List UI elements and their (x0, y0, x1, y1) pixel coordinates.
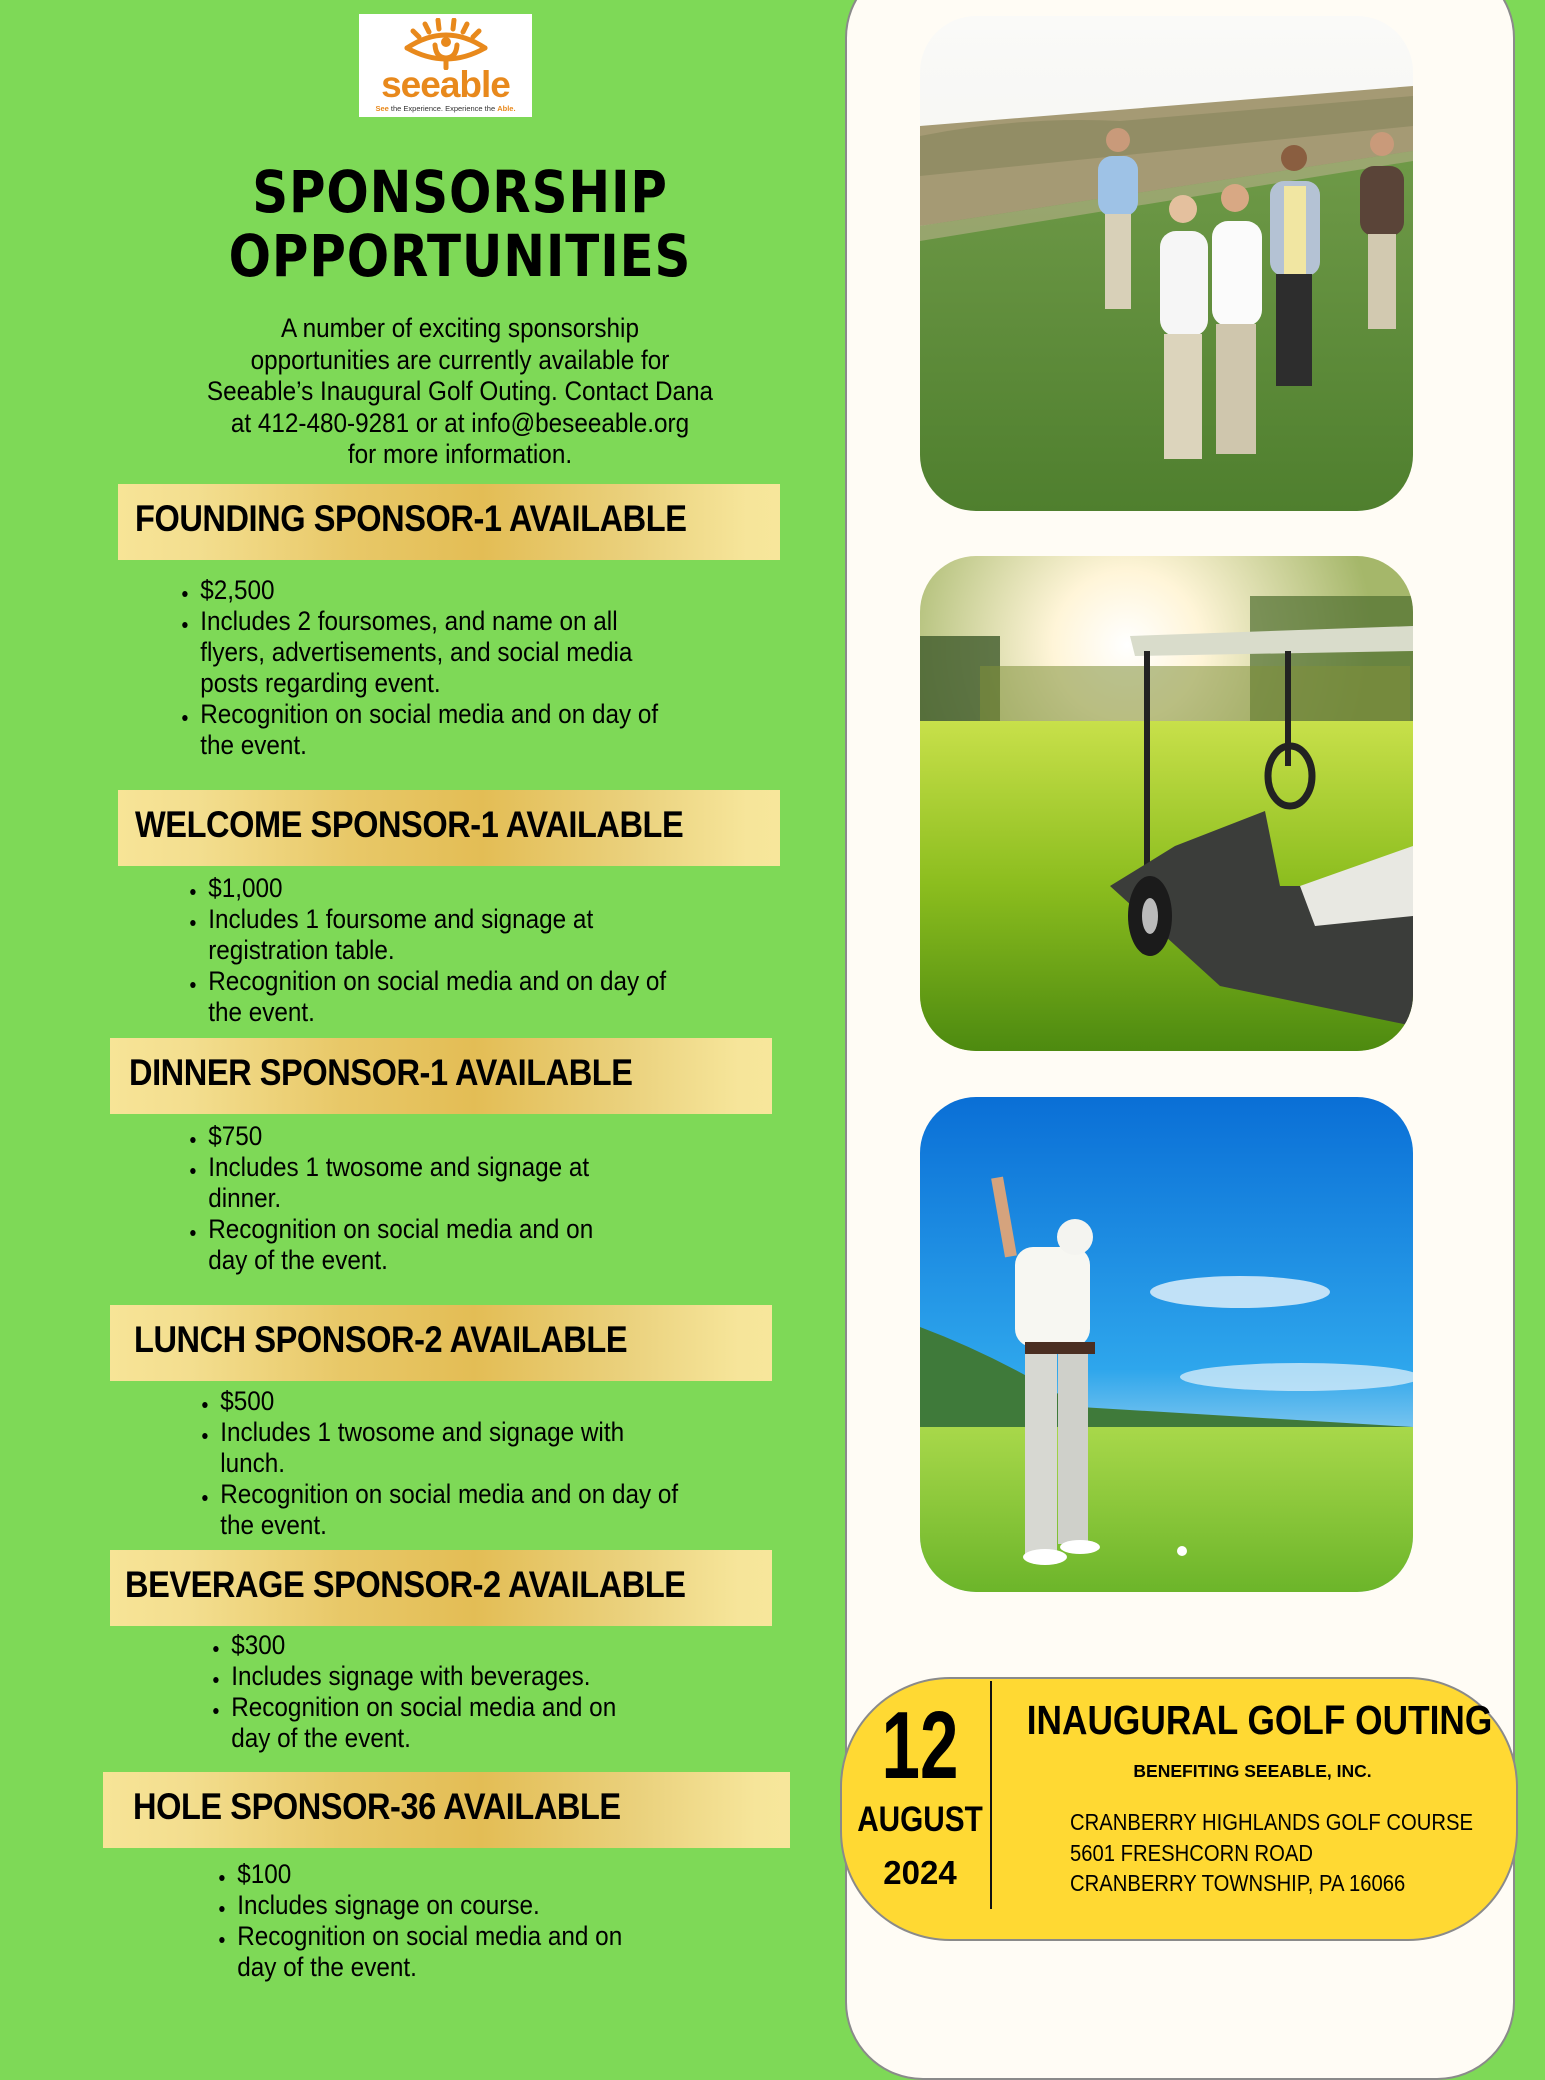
event-street: 5601 FRESHCORN ROAD (1070, 1839, 1313, 1866)
seeable-logo (359, 14, 532, 117)
tier-benefit: • Includes 2 foursomes, and name on all flyers, advertisements, and social media posts regarding event. (198, 606, 684, 699)
tier-list-dinner (183, 1121, 629, 1276)
tier-benefit: • Includes 1 twosome and signage at dinner. (206, 1152, 629, 1214)
event-date-divider (990, 1681, 992, 1909)
tier-heading-beverage: BEVERAGE SPONSOR-2 AVAILABLE (110, 1550, 772, 1626)
tier-price: • $2,500 (198, 575, 684, 606)
tier-benefit: • Recognition on social media and on day of the event. (206, 966, 674, 1028)
tier-heading-hole: HOLE SPONSOR-36 AVAILABLE (103, 1772, 790, 1848)
intro-line: A number of exciting sponsorship (281, 313, 639, 343)
tier-benefit: • Includes signage on course. (235, 1890, 640, 1921)
tier-list-lunch (195, 1386, 686, 1541)
page-title (193, 160, 726, 288)
event-year: 2024 (883, 1854, 957, 1891)
tier-list-hole (212, 1859, 640, 1983)
tier-heading-founding: FOUNDING SPONSOR-1 AVAILABLE (118, 484, 780, 560)
page-title-line-2: OPPORTUNITIES (228, 222, 692, 290)
event-subtitle: BENEFITING SEEABLE, INC. (1133, 1761, 1372, 1781)
tier-list-welcome (183, 873, 674, 1028)
page-title-line-1: SPONSORSHIP (252, 158, 668, 226)
event-city: CRANBERRY TOWNSHIP, PA 16066 (1070, 1870, 1406, 1896)
tier-benefit: • Recognition on social media and on day of the event. (235, 1921, 640, 1983)
tier-list-beverage (206, 1630, 634, 1754)
tier-price: • $1,000 (206, 873, 674, 904)
eye-logo-icon (401, 18, 491, 70)
tier-heading-dinner: DINNER SPONSOR-1 AVAILABLE (110, 1038, 772, 1114)
event-day: 12 (881, 1692, 959, 1799)
intro-line: for more information. (347, 439, 573, 469)
event-title: INAUGURAL GOLF OUTING (1026, 1697, 1493, 1743)
tier-price: • $750 (206, 1121, 629, 1152)
golf-cart-sunset-photo (920, 556, 1413, 1051)
tier-list-founding (175, 575, 684, 761)
group-of-golfers-photo (920, 16, 1413, 511)
tier-benefit: • Includes 1 twosome and signage with lunch. (218, 1417, 686, 1479)
intro-line: at 412-480-9281 or at info@beseeable.org (230, 407, 690, 438)
tier-heading-welcome: WELCOME SPONSOR-1 AVAILABLE (118, 790, 780, 866)
tier-benefit: • Includes signage with beverages. (229, 1661, 634, 1692)
logo-wordmark: seeable (381, 64, 510, 105)
tier-price: • $100 (235, 1859, 640, 1890)
tier-benefit: • Includes 1 foursome and signage at registration table. (206, 904, 674, 966)
event-address (1070, 1807, 1474, 1899)
tier-price: • $300 (229, 1630, 634, 1661)
tier-benefit: • Recognition on social media and on day of the event. (229, 1692, 634, 1754)
logo-tagline: See the Experience. Experience the Able. (375, 104, 516, 113)
tier-price: • $500 (218, 1386, 686, 1417)
intro-line: opportunities are currently available for (250, 344, 670, 375)
tier-heading-lunch: LUNCH SPONSOR-2 AVAILABLE (110, 1305, 772, 1381)
event-venue: CRANBERRY HIGHLANDS GOLF COURSE (1070, 1809, 1474, 1835)
tier-benefit: • Recognition on social media and on day of the event. (206, 1214, 629, 1276)
tier-benefit: • Recognition on social media and on day of the event. (218, 1479, 686, 1541)
event-month: AUGUST (857, 1800, 983, 1839)
intro-line: Seeable’s Inaugural Golf Outing. Contact Dana (206, 376, 714, 406)
intro-paragraph (172, 313, 748, 471)
golfer-swing-photo (920, 1097, 1413, 1592)
tier-benefit: • Recognition on social media and on day of the event. (198, 699, 684, 761)
